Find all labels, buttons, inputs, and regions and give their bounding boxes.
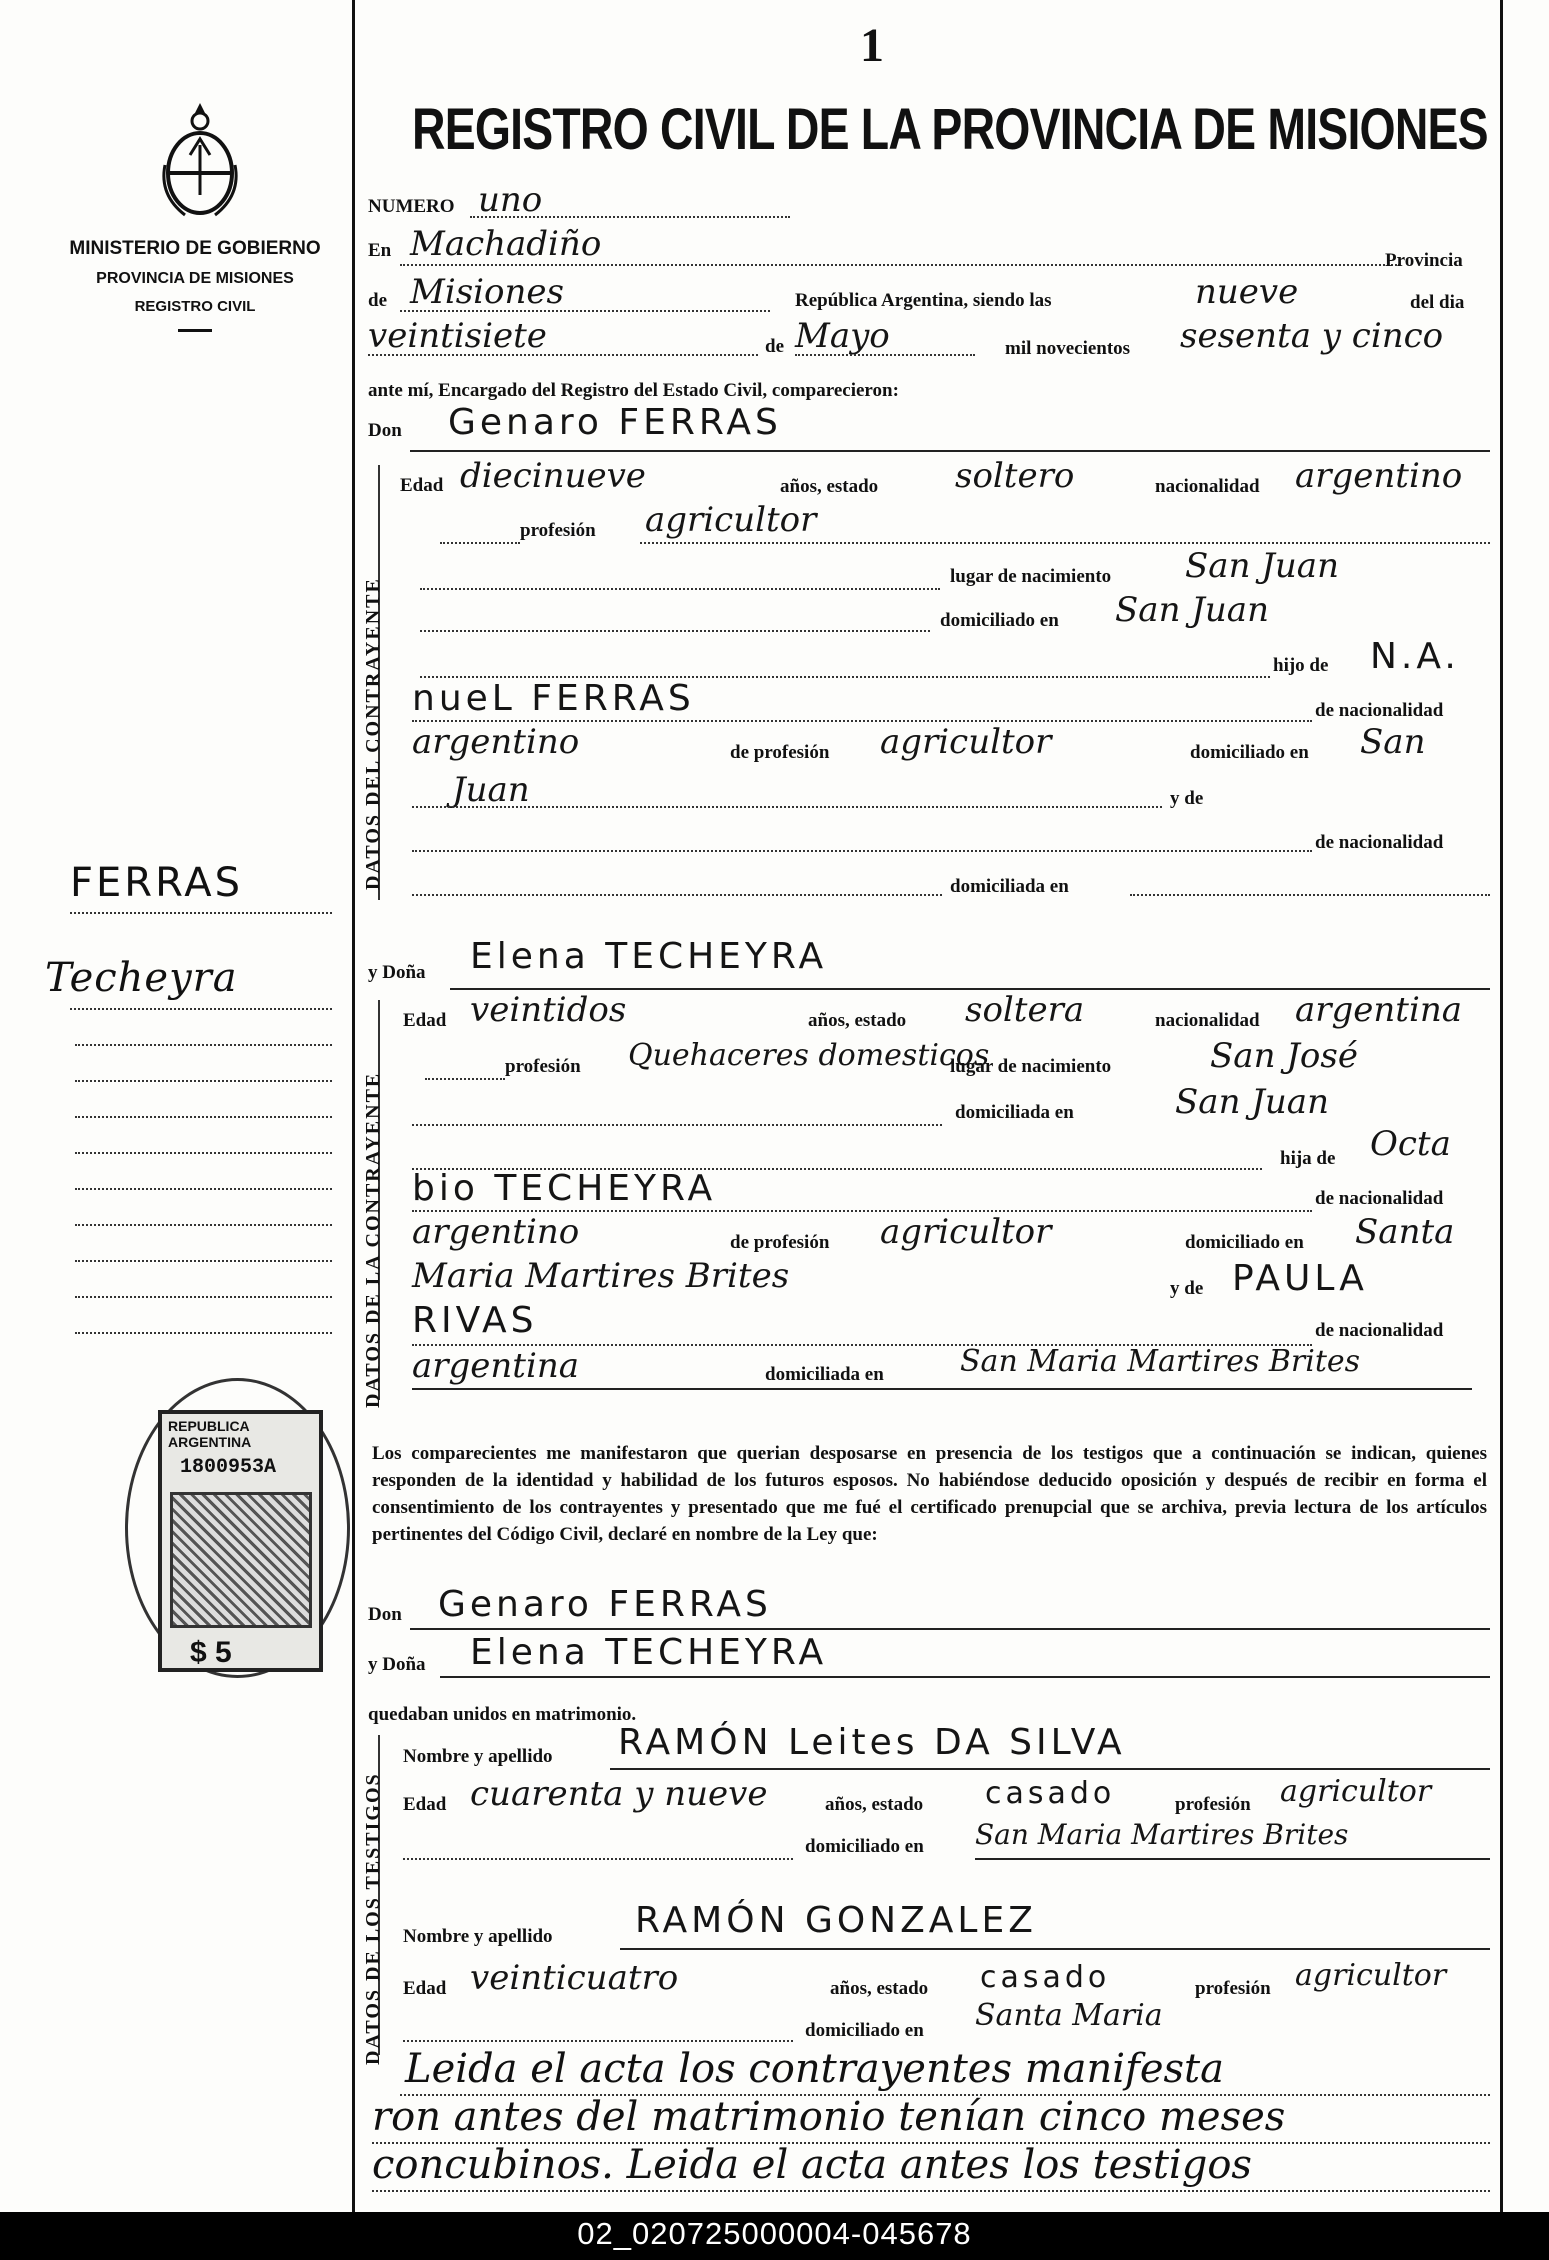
contrayenta-edad-label: Edad [403,1010,447,1031]
decl-dona-label: y Doña [368,1654,426,1675]
page-number: 1 [860,19,884,72]
margin-surname-1: FERRAS [70,860,243,906]
contrayente-padre-nacionalidad: argentino [412,722,580,762]
t2-dom-dots [403,2040,793,2042]
t2-edad: veinticuatro [470,1958,679,1998]
contrayenta-nacionalidad-value: argentina [1295,990,1463,1030]
decl-don-value: Genaro FERRAS [438,1584,772,1625]
contrayente-padre-domicilio-2: Juan [452,770,530,810]
contrayente-profesion-value: agricultor [645,500,817,540]
del-dia-label: del dia [1410,292,1465,313]
domiciliada-dots [412,894,942,896]
anio-value: sesenta y cinco [1180,316,1444,356]
t2-nombre-label: Nombre y apellido [403,1926,553,1947]
contrayente-estado-value: soltero [955,456,1075,496]
contrayente-anios-label: años, estado [780,476,879,497]
contrayente-nacionalidad-label: nacionalidad [1155,476,1260,497]
contrayenta-lugar-value: San José [1210,1036,1358,1076]
numero-value: uno [478,180,543,220]
contrayenta-madre-domicilio: San Maria Martires Brites [960,1344,1361,1379]
numero-label: NUMERO [368,196,455,217]
registry-name: REGISTRO CIVIL [134,298,256,315]
numero-dots [470,216,790,218]
contrayente-name: Genaro FERRAS [448,402,782,443]
contrayenta-madre-nacionalidad-label: de nacionalidad [1315,1320,1444,1341]
contrayenta-de-profesion-label: de profesión [730,1232,830,1253]
decl-don-line [410,1628,1490,1630]
contrayente-domiciliada-label: domiciliada en [950,876,1069,897]
t1-name-line [610,1768,1490,1770]
de-mes-label: de [765,336,784,357]
mes-dots [795,354,975,356]
margin-dots-2 [70,1008,332,1010]
ministry-divider [178,329,212,332]
closing-dots-3 [372,2190,1490,2192]
province-name: PROVINCIA DE MISIONES [96,270,294,287]
contrayente-madre-nacionalidad-label: de nacionalidad [1315,832,1444,853]
margin-dots-10 [75,1296,332,1298]
contrayente-de-nacionalidad-label: de nacionalidad [1315,700,1444,721]
contrayenta-padre-domicilio-2: Maria Martires Brites [412,1256,790,1296]
hora-value: nueve [1195,272,1299,312]
decl-dona-line [440,1676,1490,1678]
t1-anios-label: años, estado [825,1794,924,1815]
contrayente-y-de-label: y de [1170,788,1204,809]
contrayenta-padre-profesion: agricultor [880,1212,1052,1252]
declaration-paragraph: Los comparecientes me manifestaron que querian desposarse en presencia de los testigos que a continuación se indican, quienes responden de la identidad y habilidad de los futuros esposos. No habiéndose deducido oposición y después de recibir en forma el consentimiento de los contrayentes y presentado que me fué el certificado prenupcial que se archiva, previa lectura de los artículos pertinentes del Código Civil, declaré en nombre de la Ley que: [372,1443,1487,1545]
margin-dots-5 [75,1116,332,1118]
t1-name: RAMÓN Leites DA SILVA [618,1722,1126,1763]
closing-note-line-1: Leida el acta los contrayentes manifesta [405,2046,1224,2092]
de-label: de [368,290,387,311]
contrayente-hijo-label: hijo de [1273,655,1329,676]
contrayenta-edad-value: veintidos [470,990,627,1030]
contrayente-edad-label: Edad [400,475,444,496]
contrayenta-padre-value-2: bio TECHEYRA [412,1168,717,1209]
contrayenta-domiciliada-label: domiciliada en [955,1102,1074,1123]
t1-dom-dots [403,1858,793,1860]
closing-note-line-3: concubinos. Leida el acta antes los testigos [372,2142,1252,2188]
stamp-emblem-icon [170,1492,312,1628]
en-dots [400,264,1400,266]
decl-dona-value: Elena TECHEYRA [470,1632,828,1673]
contrayenta-de-nacionalidad-label: de nacionalidad [1315,1188,1444,1209]
margin-dots-9 [75,1260,332,1262]
margin-dots-1 [70,912,332,914]
decl-don-label: Don [368,1604,402,1625]
dia-value: veintisiete [368,316,547,356]
revenue-stamp [158,1410,323,1672]
left-margin-rule [352,0,355,2212]
contrayenta-lugar-label: lugar de nacimiento [950,1056,1112,1077]
coat-of-arms-icon [155,95,245,225]
contrayente-padre-domicilio-1: San [1360,722,1426,762]
contrayente-name-line [410,450,1490,452]
contrayenta-anios-label: años, estado [808,1010,907,1031]
lugar-dots [420,588,940,590]
en-value: Machadiño [410,224,602,264]
contrayenta-padre-domicilio-1: Santa [1355,1212,1455,1252]
t1-edad-label: Edad [403,1794,447,1815]
de-value: Misiones [410,272,564,312]
y-de-dots [412,806,1162,808]
scan-id: 02_020725000004-045678 [577,2216,972,2251]
dia-dots [368,354,758,356]
contrayenta-profesion-label: profesión [505,1056,581,1077]
t1-nombre-label: Nombre y apellido [403,1746,553,1767]
t2-anios-label: años, estado [830,1978,929,1999]
t2-estado: casado [980,1960,1111,1995]
contrayenta-padre-value-1: Octa [1370,1124,1451,1164]
t1-estado: casado [985,1776,1116,1811]
t2-profesion: agricultor [1295,1958,1447,1993]
contrayenta-madre-nacionalidad: argentina [412,1346,580,1386]
t2-domicilio: Santa Maria [975,1998,1163,2033]
ante-mi-text: ante mí, Encargado del Registro del Estado Civil, comparecieron: [368,380,899,401]
provincia-label: Provincia [1385,250,1463,271]
domicilio-dots [420,630,930,632]
contrayente-domicilio-value: San Juan [1115,590,1269,630]
t1-edad: cuarenta y nueve [470,1774,768,1814]
contrayenta-madre-value-2: RIVAS [412,1300,538,1341]
contrayenta-prof-dots-left [425,1078,505,1080]
ministry-block [40,238,350,332]
contrayenta-y-de-label: y de [1170,1278,1204,1299]
margin-dots-6 [75,1152,332,1154]
testigos-section-label: DATOS DE LOS TESTIGOS [362,1772,384,2065]
contrayente-padre-profesion: agricultor [880,722,1052,762]
contrayenta-nacionalidad-label: nacionalidad [1155,1010,1260,1031]
t1-domicilio-line [975,1858,1490,1860]
document-title: REGISTRO CIVIL DE LA PROVINCIA DE MISIONES [412,97,1488,162]
mil-label: mil novecientos [1005,338,1131,359]
t1-domicilio: San Maria Martires Brites [975,1818,1349,1851]
closing-note-line-2: ron antes del matrimonio tenían cinco meses [372,2094,1286,2140]
unidos-text: quedaban unidos en matrimonio. [368,1704,637,1725]
contrayenta-estado-value: soltera [965,990,1085,1030]
contrayente-nacionalidad-value: argentino [1295,456,1463,496]
en-label: En [368,240,392,261]
contrayente-lugar-value: San Juan [1185,546,1339,586]
contrayente-edad-value: diecinueve [460,456,646,496]
contrayenta-padre-domiciliado-label: domiciliado en [1185,1232,1304,1253]
contrayente-domiciliado-label: domiciliado en [940,610,1059,631]
stamp-number: 1800953A [180,1456,277,1479]
t1-profesion: agricultor [1280,1774,1432,1809]
margin-dots-4 [75,1080,332,1082]
contrayente-section-label: DATOS DEL CONTRAYENTE [362,577,384,890]
t1-domiciliado-label: domiciliado en [805,1836,924,1857]
contrayenta-dom-dots [412,1124,942,1126]
t2-domiciliado-label: domiciliado en [805,2020,924,2041]
stamp-header: REPUBLICA ARGENTINA [168,1418,252,1450]
contrayente-padre-value-1: N.A. [1370,636,1460,677]
mes-value: Mayo [795,316,890,356]
profesion-dots [640,542,1490,544]
t2-name: RAMÓN GONZALEZ [635,1900,1037,1941]
stamp-value: $ 5 [190,1636,232,1669]
contrayente-lugar-label: lugar de nacimiento [950,566,1112,587]
madre-domicilio-line [412,1388,1472,1390]
t1-profesion-label: profesión [1175,1794,1251,1815]
contrayenta-profesion-value: Quehaceres domesticos [628,1038,990,1073]
margin-dots-11 [75,1332,332,1334]
de-dots [400,310,770,312]
t2-name-line [620,1948,1490,1950]
contrayente-padre-domiciliado-label: domiciliado en [1190,742,1309,763]
ministry-name: MINISTERIO DE GOBIERNO [69,238,321,259]
t2-edad-label: Edad [403,1978,447,1999]
contrayente-de-profesion-label: de profesión [730,742,830,763]
contrayenta-madre-value-1: PAULA [1232,1258,1368,1299]
profesion-dots-left [440,542,520,544]
madre-nac-dots [412,850,1312,852]
republica-label: República Argentina, siendo las [795,290,1052,311]
contrayenta-hija-label: hija de [1280,1148,1336,1169]
contrayenta-padre-nacionalidad: argentino [412,1212,580,1252]
dona-label: y Doña [368,962,426,983]
contrayenta-domicilio-value: San Juan [1175,1082,1329,1122]
margin-surname-2: Techeyra [45,955,238,1001]
margin-dots-7 [75,1188,332,1190]
don-label: Don [368,420,402,441]
contrayente-padre-value-2: nueL FERRAS [412,678,695,719]
contrayenta-name: Elena TECHEYRA [470,936,828,977]
t2-profesion-label: profesión [1195,1978,1271,1999]
domiciliada-dots-right [1130,894,1490,896]
margin-dots-3 [75,1044,332,1046]
contrayenta-section-label: DATOS DE LA CONTRAYENTE [362,1071,384,1408]
contrayenta-madre-domiciliada-label: domiciliada en [765,1364,884,1385]
margin-dots-8 [75,1224,332,1226]
contrayente-profesion-label: profesión [520,520,596,541]
right-margin-rule [1500,0,1503,2212]
